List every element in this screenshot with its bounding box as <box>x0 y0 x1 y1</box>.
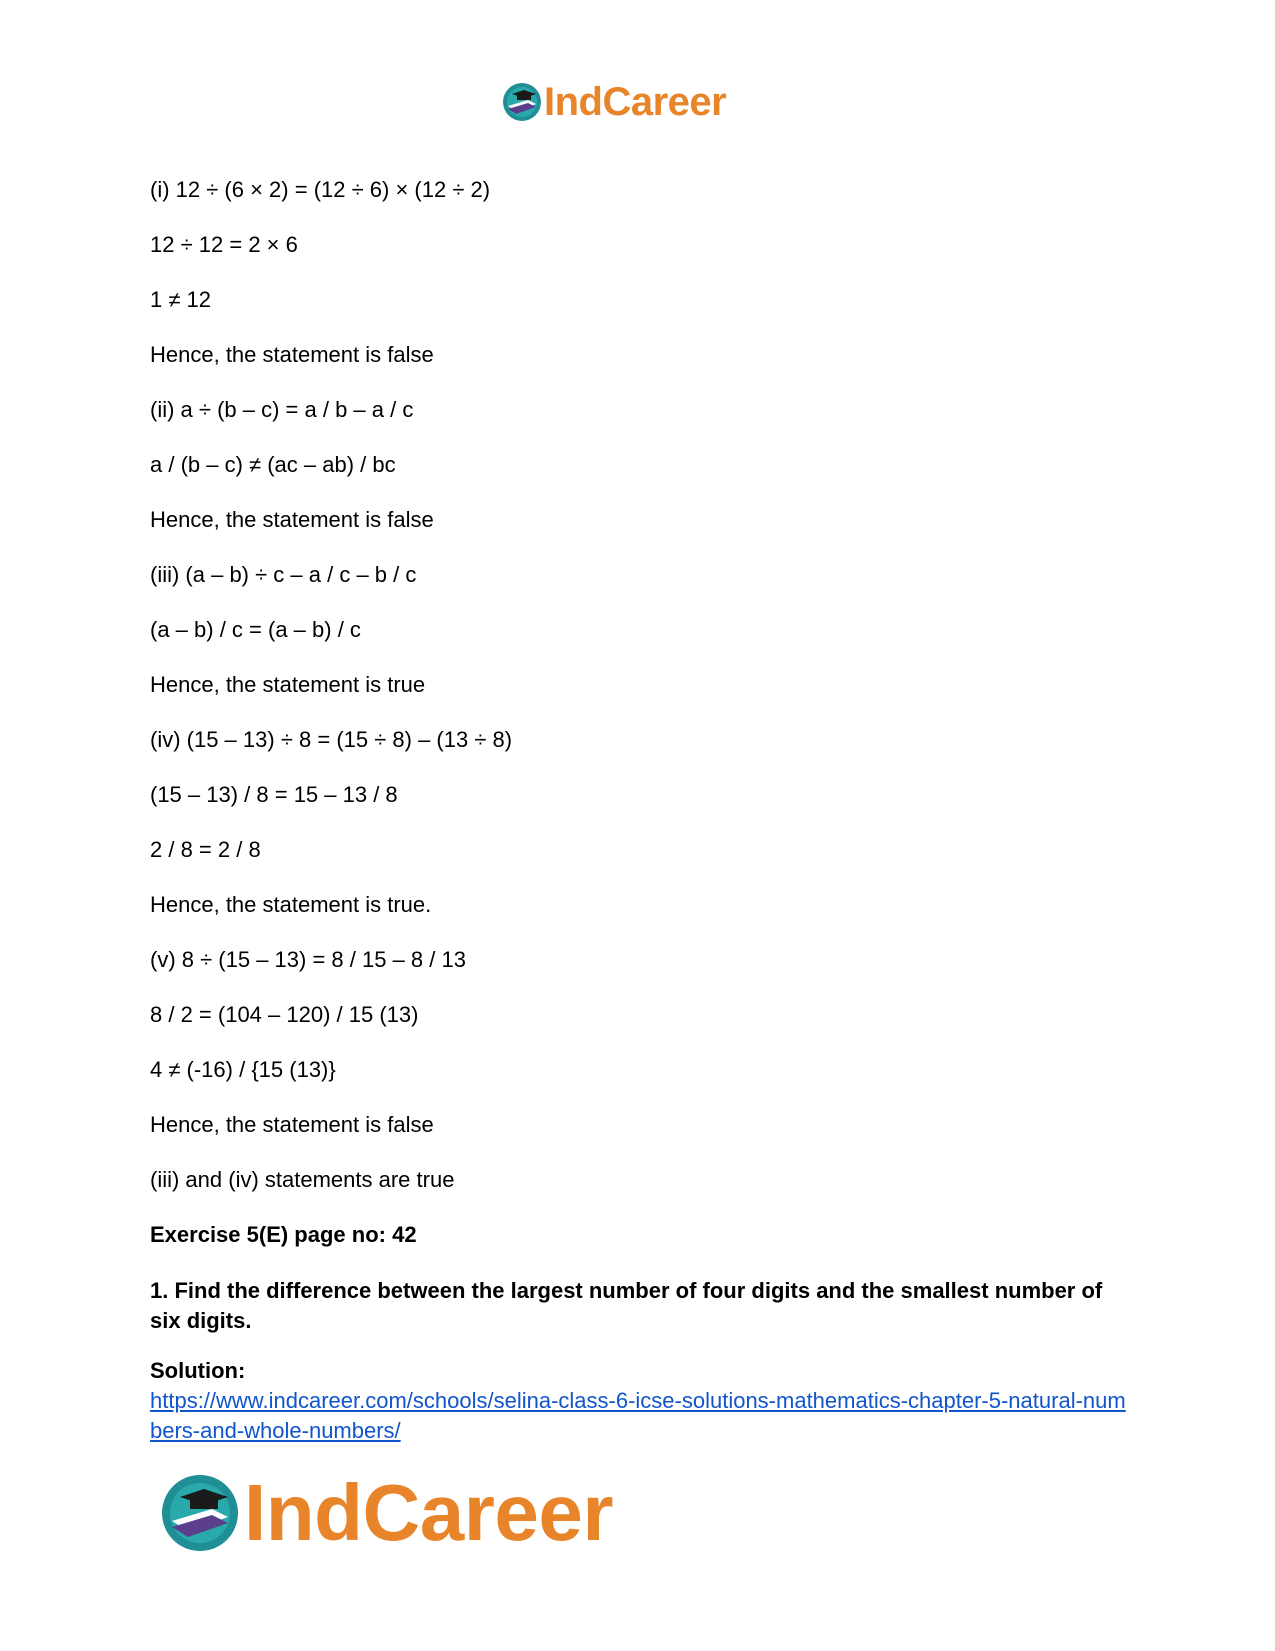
text-line: 2 / 8 = 2 / 8 <box>150 837 261 862</box>
text-line: 1 ≠ 12 <box>150 287 212 312</box>
text-line: Hence, the statement is false <box>150 1112 434 1137</box>
text-line: (i) 12 ÷ (6 × 2) = (12 ÷ 6) × (12 ÷ 2) <box>150 177 491 202</box>
header-logo-text: IndCareer <box>544 79 727 124</box>
graduation-cap-book-icon <box>160 1473 240 1553</box>
text-line: (iii) and (iv) statements are true <box>150 1167 455 1192</box>
document-body <box>150 176 1130 1446</box>
footer-logo-text: IndCareer <box>244 1468 613 1557</box>
text-line: 4 ≠ (-16) / {15 (13)} <box>150 1057 336 1082</box>
text-line: 12 ÷ 12 = 2 × 6 <box>150 232 298 257</box>
text-line: Hence, the statement is true <box>150 672 426 697</box>
text-line: (a – b) / c = (a – b) / c <box>150 617 361 642</box>
text-line: (ii) a ÷ (b – c) = a / b – a / c <box>150 397 414 422</box>
text-line: Hence, the statement is true. <box>150 892 432 917</box>
text-line: Hence, the statement is false <box>150 342 434 367</box>
footer-logo <box>160 1470 613 1556</box>
text-line: Hence, the statement is false <box>150 507 434 532</box>
solution-label: Solution: <box>150 1358 246 1383</box>
graduation-cap-book-icon <box>502 82 542 122</box>
text-line: a / (b – c) ≠ (ac – ab) / bc <box>150 452 396 477</box>
text-line: (iv) (15 – 13) ÷ 8 = (15 ÷ 8) – (13 ÷ 8) <box>150 727 513 752</box>
header-logo <box>502 80 726 124</box>
text-line: (15 – 13) / 8 = 15 – 13 / 8 <box>150 782 398 807</box>
text-line: (v) 8 ÷ (15 – 13) = 8 / 15 – 8 / 13 <box>150 947 466 972</box>
text-line: 8 / 2 = (104 – 120) / 15 (13) <box>150 1002 419 1027</box>
exercise-heading: Exercise 5(E) page no: 42 <box>150 1222 417 1247</box>
solution-link[interactable]: https://www.indcareer.com/schools/selina-class-6-icse-solutions-mathematics-chapter-5-natural-numbers-and-whole-numbers/ <box>150 1388 1126 1443</box>
question-text: 1. Find the difference between the largest number of four digits and the smallest number of six digits. <box>150 1278 1103 1333</box>
text-line: (iii) (a – b) ÷ c – a / c – b / c <box>150 562 417 587</box>
